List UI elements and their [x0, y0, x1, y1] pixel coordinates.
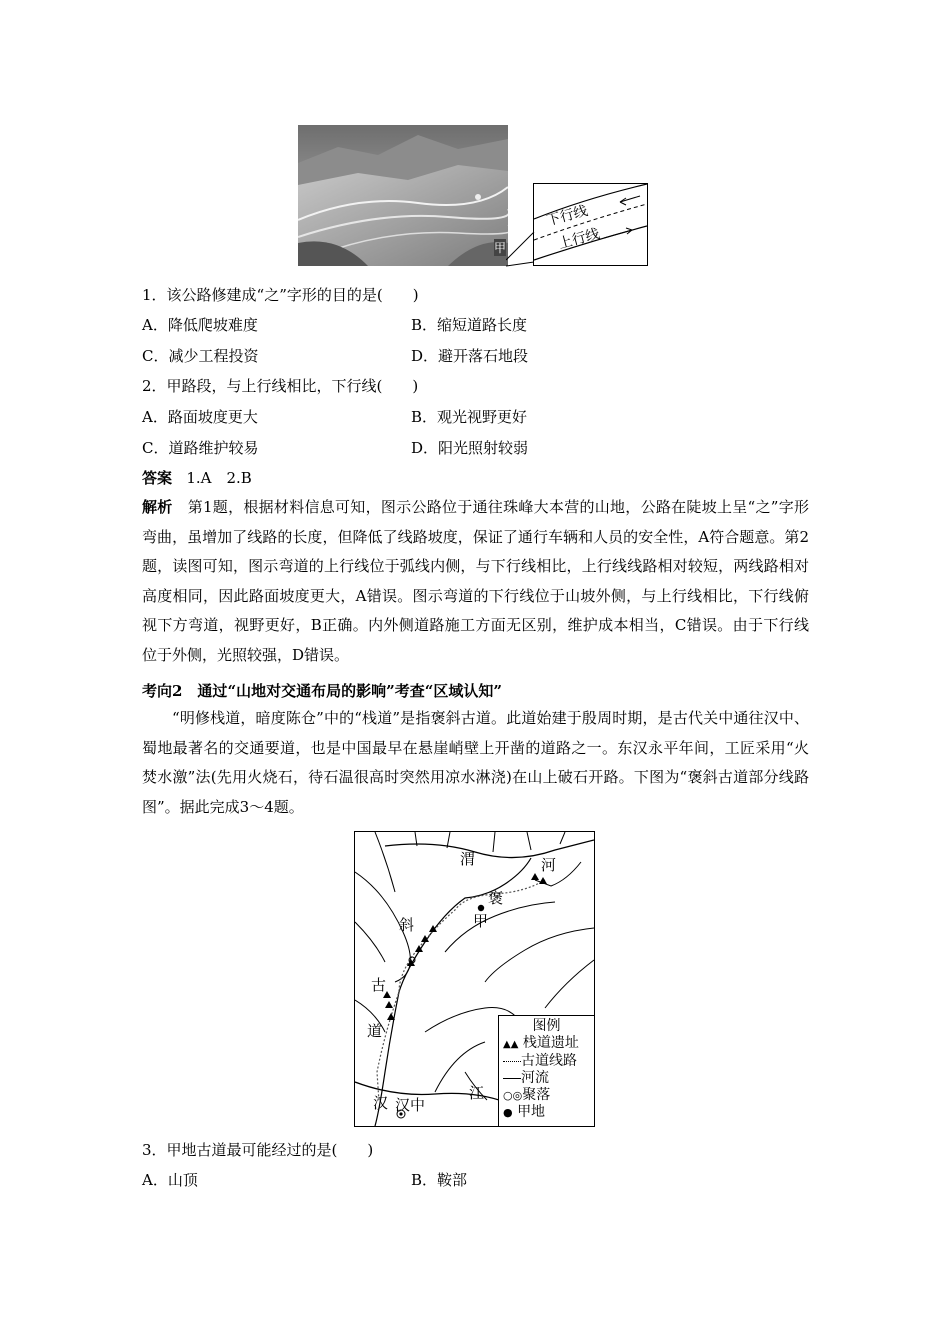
map-label-he: 河 [541, 856, 557, 874]
q1-option-a: A．降低爬坡难度 [142, 316, 258, 334]
q3-stem: 3．甲地古道最可能经过的是( ) [142, 1141, 374, 1159]
map-label-jia: 甲 [473, 912, 489, 930]
legend-label-jia: 甲地 [517, 1104, 546, 1120]
legend-row-jia [499, 1104, 594, 1121]
q1-option-d: D．避开落石地段 [411, 347, 529, 365]
section-heading: 考向2 通过“山地对交通布局的影响”考查“区域认知” [142, 682, 502, 700]
q2-option-d: D．阳光照射较弱 [411, 439, 529, 457]
legend-label-river: 河流 [521, 1070, 549, 1086]
q1-option-b: B．缩短道路长度 [411, 316, 528, 334]
baoxie-road-map [354, 831, 595, 1127]
legend-label-route: 古道线路 [521, 1053, 577, 1069]
legend-row-route [499, 1053, 594, 1070]
analysis-paragraph [142, 493, 809, 670]
analysis-text: 第1题，根据材料信息可知，图示公路位于通往珠峰大本营的山地，公路在陡坡上呈“之”字形弯曲，虽增加了线路的长度，但降低了线路坡度，保证了通行车辆和人员的安全性，A符合题意。第2题，读图可知，图示弯道的上行线位于弧线内侧，与下行线相比，上行线线路相对较短，两线路相对高度相同，因此路面坡度更大，A错误。图示弯道的下行线位于山坡外侧，与上行线相比，下行线俯视下方弯道，视野更好，B正确。内外侧道路施工方面无区别，维护成本相当，C错误。由于下行线位于外侧，光照较强，D错误。 [142, 498, 809, 664]
inset-up-line-label: 上行线 [556, 226, 602, 253]
legend-label-settlement: 聚落 [522, 1087, 551, 1103]
q2-option-a: A．路面坡度更大 [142, 408, 258, 426]
photo-label-jia: 甲 [494, 241, 507, 255]
dotted-line-icon [503, 1061, 521, 1062]
legend-row-river [499, 1070, 594, 1087]
map-label-dao: 道 [367, 1022, 383, 1040]
legend-row-settlement [499, 1087, 594, 1104]
map-label-jiang: 江 [469, 1084, 485, 1102]
q2-option-b: B．观光视野更好 [411, 408, 528, 426]
map-label-gu: 古 [371, 976, 387, 994]
point-icon: ● [503, 1106, 513, 1119]
legend-label-plank: 栈道遗址 [522, 1035, 579, 1051]
q2-option-c: C．道路维护较易 [142, 439, 259, 457]
map-label-bao: 褒 [488, 889, 504, 907]
inset-down-line-label: 下行线 [544, 203, 590, 230]
answer-label: 答案 [142, 469, 173, 487]
legend-row-plank [499, 1035, 594, 1053]
map-legend [498, 1015, 594, 1126]
settlement-icon: ○◎ [503, 1089, 523, 1102]
q1-option-c: C．减少工程投资 [142, 347, 259, 365]
river-line-icon [503, 1078, 521, 1079]
map-label-wei: 渭 [460, 850, 476, 868]
road-inset-box [533, 183, 648, 266]
legend-title: 图例 [532, 1018, 561, 1034]
passage-paragraph: “明修栈道，暗度陈仓”中的“栈道”是指褒斜古道。此道始建于殷周时期，是古代关中通往汉中、蜀地最著名的交通要道，也是中国最早在悬崖峭壁上开凿的道路之一。东汉永平年间，工匠采用“火焚水激”法(先用火烧石，待石温很高时突然用凉水淋浇)在山上破石开路。下图为“褒斜古道部分线路图”。据此完成3～4题。 [142, 709, 809, 816]
analysis-label: 解析 [142, 498, 173, 516]
q1-stem: 1．该公路修建成“之”字形的目的是( ) [142, 286, 419, 304]
answer-text: 1.A 2.B [186, 469, 252, 487]
q3-option-b: B．鞍部 [411, 1171, 468, 1189]
map-label-han: 汉 [373, 1094, 389, 1112]
q3-option-a: A．山顶 [142, 1171, 198, 1189]
triangle-icon: ▲▲ [503, 1039, 519, 1050]
answer-line [142, 468, 252, 488]
mountain-road-photo-art [298, 125, 508, 266]
map-label-hanzhong: 汉中 [395, 1096, 426, 1114]
map-label-xie: 斜 [399, 916, 415, 934]
q2-stem: 2．甲路段，与上行线相比，下行线( ) [142, 377, 419, 395]
mountain-road-photo [298, 125, 508, 266]
